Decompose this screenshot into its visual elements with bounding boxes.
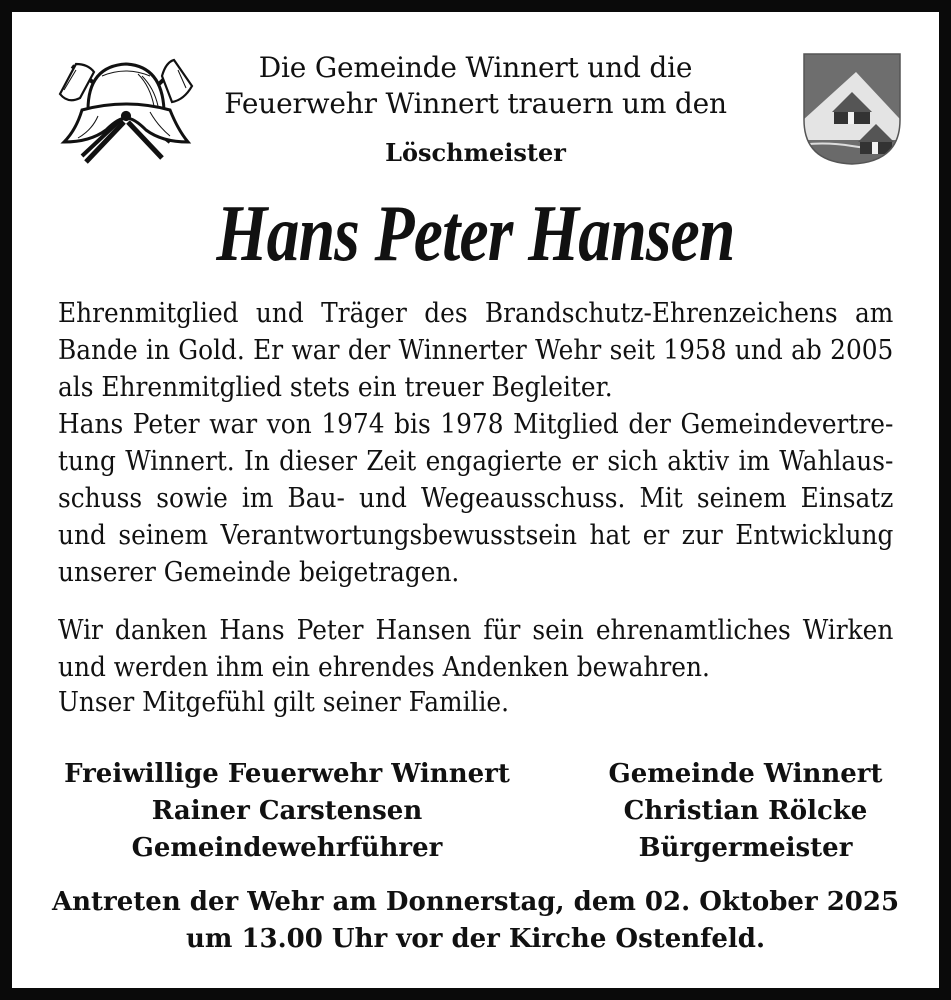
fire-brigade-helmet-axes-icon	[42, 46, 202, 166]
text-line: Wir danken Hans Peter Hansen für sein ehrenamtliches Wirken	[58, 615, 894, 646]
signature-municipality	[572, 756, 919, 867]
notice-line-2: um 13.00 Uhr vor der Kirche Ostenfeld.	[185, 924, 765, 954]
biography-paragraph	[58, 295, 893, 591]
text-line: schuss sowie im Bau- und Wegeausschuss. Mit seinem Einsatz	[58, 483, 894, 514]
deceased-name: Hans Peter Hansen	[216, 190, 735, 278]
text-line: und werden ihm ein ehrendes Andenken bewahren.	[58, 652, 710, 683]
signature-person: Christian Rölcke	[623, 796, 868, 826]
notice-line-1: Antreten der Wehr am Donnerstag, dem 02. Oktober 2025	[51, 887, 900, 917]
intro-text	[212, 50, 739, 122]
signature-person: Rainer Carstensen	[151, 796, 423, 826]
assembly-notice	[12, 884, 939, 958]
deceased-rank: Löschmeister	[385, 138, 566, 167]
text-line: tung Winnert. In dieser Zeit engagierte er sich aktiv im Wahlaus-	[58, 446, 894, 477]
text-line: unserer Gemeinde beigetragen.	[58, 557, 460, 588]
intro-line-2: Feuerwehr Winnert trauern um den	[224, 87, 727, 120]
winnert-coat-of-arms-icon	[792, 42, 912, 172]
text-line: Unser Mitgefühl gilt seiner Familie.	[58, 687, 510, 718]
signature-fire-brigade	[42, 756, 532, 867]
thanks-paragraph	[58, 612, 893, 686]
intro-line-1: Die Gemeinde Winnert und die	[258, 51, 693, 84]
text-line: Hans Peter war von 1974 bis 1978 Mitglied der Gemeindevertre-	[58, 409, 894, 440]
text-line: Bande in Gold. Er war der Winnerter Wehr seit 1958 und ab 2005	[58, 335, 894, 366]
signature-organization: Freiwillige Feuerwehr Winnert	[64, 759, 510, 789]
condolence-paragraph	[58, 684, 893, 721]
text-line: als Ehrenmitglied stets ein treuer Begleiter.	[58, 372, 613, 403]
signature-role: Bürgermeister	[638, 833, 853, 863]
signature-role: Gemeindewehrführer	[131, 833, 443, 863]
signature-organization: Gemeinde Winnert	[608, 759, 883, 789]
text-line: Ehrenmitglied und Träger des Brandschutz-Ehrenzeichens am	[58, 298, 894, 329]
text-line: und seinem Verantwortungsbewusstsein hat er zur Entwicklung	[58, 520, 894, 551]
obituary-notice	[12, 12, 939, 988]
